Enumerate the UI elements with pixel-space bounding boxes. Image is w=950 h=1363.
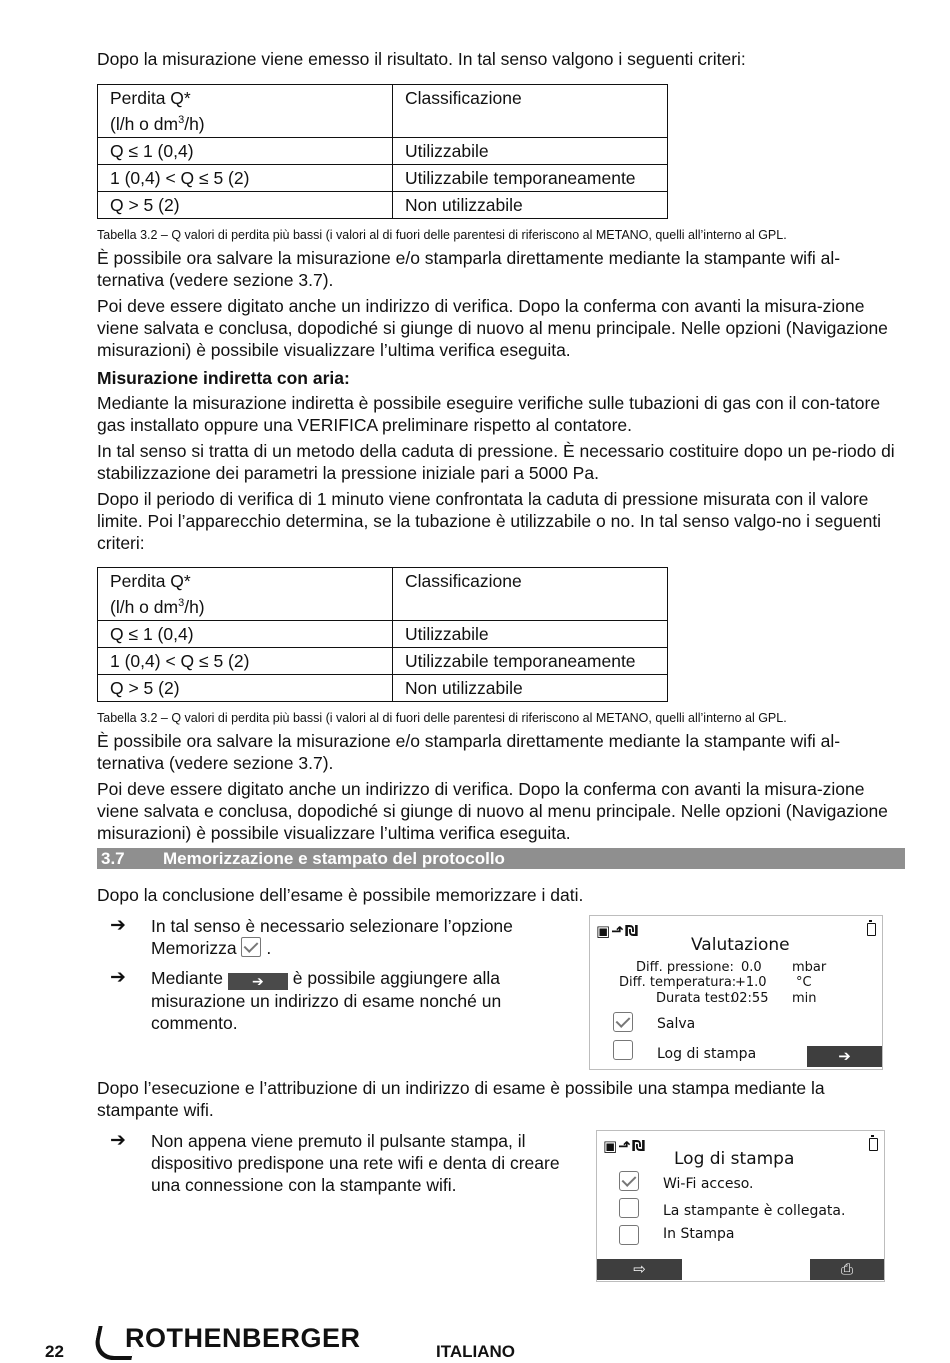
table-row bbox=[98, 192, 668, 219]
temperature-unit: °C bbox=[796, 975, 812, 990]
print-button[interactable]: ⎙ bbox=[810, 1259, 884, 1280]
print-log-label: Log di stampa bbox=[657, 1046, 757, 1062]
cell-q: 1 (0,4) < Q ≤ 5 (2) bbox=[98, 648, 393, 675]
pressure-unit: mbar bbox=[792, 960, 827, 975]
battery-icon bbox=[867, 923, 876, 936]
table-row bbox=[98, 138, 668, 165]
header-loss bbox=[98, 85, 393, 138]
page-number: 22 bbox=[45, 1342, 64, 1361]
next-button[interactable]: ➔ bbox=[807, 1046, 882, 1067]
indirect-paragraph-1: Mediante la misurazione indiretta è possibile eseguire verifiche sulle tubazioni di gas con il con-tatore gas installato oppure una VERIFICA preliminare rispetto al contatore. bbox=[97, 393, 881, 435]
screen-title: Log di stampa bbox=[674, 1149, 795, 1169]
exit-button[interactable]: ⇨ bbox=[597, 1259, 682, 1280]
header-classification: Classificazione bbox=[393, 568, 668, 621]
table-header-row bbox=[98, 568, 668, 621]
printer-connected-checkbox bbox=[619, 1198, 639, 1218]
save-label: Salva bbox=[657, 1016, 696, 1032]
cell-q: Q > 5 (2) bbox=[98, 192, 393, 219]
save-paragraph-1: È possibile ora salvare la misurazione e/o stamparla direttamente mediante la stampante wifi al-ternativa (vedere sezione 3.7). bbox=[97, 248, 841, 290]
pressure-label: Diff. pressione: bbox=[636, 960, 734, 975]
pressure-value: 0.0 bbox=[741, 960, 762, 975]
status-icons: ▣⬏₪ bbox=[603, 1137, 647, 1155]
screen-title: Valutazione bbox=[691, 935, 790, 955]
wifi-status-label: Wi-Fi acceso. bbox=[663, 1176, 754, 1192]
table-row bbox=[98, 648, 668, 675]
cell-class: Utilizzabile bbox=[393, 621, 668, 648]
table-row bbox=[98, 165, 668, 192]
header-loss-unit: (l/h o $dm^3/h$) bbox=[110, 114, 205, 134]
temperature-value: +1.0 bbox=[735, 975, 767, 990]
header-classification: Classificazione bbox=[393, 85, 668, 138]
cell-class: Non utilizzabile bbox=[393, 192, 668, 219]
intro-paragraph: Dopo la misurazione viene emesso il risultato. In tal senso valgono i seguenti criteri: bbox=[97, 49, 746, 69]
address-paragraph-2: Poi deve essere digitato anche un indirizzo di verifica. Dopo la conferma con avanti la misura-zione viene salvata e conclusa, dopodiché si giunge di nuovo al menu principale. Nelle opzioni (Navigazione misurazioni) è possibile visualizzare l’ultima verifica eseguita. bbox=[97, 779, 888, 843]
criteria-table-2 bbox=[97, 567, 668, 702]
cell-class: Utilizzabile temporaneamente bbox=[393, 648, 668, 675]
table-row bbox=[98, 621, 668, 648]
address-paragraph-1: Poi deve essere digitato anche un indirizzo di verifica. Dopo la conferma con avanti la misura-zione viene salvata e conclusa, dopodiché si giunge di nuovo al menu principale. Nelle opzioni (Navigazione misurazioni) è possibile visualizzare l’ultima verifica eseguita. bbox=[97, 296, 888, 360]
status-icons: ▣⬏₪ bbox=[596, 922, 640, 940]
conclusion-paragraph: Dopo la conclusione dell’esame è possibile memorizzare i dati. bbox=[97, 885, 584, 905]
indirect-heading: Misurazione indiretta con aria: bbox=[97, 368, 350, 388]
indirect-paragraph-3: Dopo il periodo di verifica di 1 minuto viene confrontata la caduta di pressione misurata con il valore limite. Poi l’apparecchio determina, se la tubazione è utilizzabile o no. In tal senso valgo-no i seguenti criteri: bbox=[97, 489, 882, 553]
wifi-status-checkbox bbox=[619, 1171, 639, 1191]
cell-q: Q ≤ 1 (0,4) bbox=[98, 621, 393, 648]
duration-value: 02:55 bbox=[731, 991, 769, 1006]
device-screen-print-log bbox=[596, 1130, 885, 1282]
print-log-checkbox[interactable] bbox=[613, 1040, 633, 1060]
section-number: 3.7 bbox=[101, 849, 125, 868]
temperature-label: Diff. temperatura: bbox=[619, 975, 737, 990]
duration-unit: min bbox=[792, 991, 817, 1006]
next-arrow-button-icon: ➔ bbox=[228, 973, 288, 990]
header-loss-line1: Perdita Q* bbox=[110, 571, 191, 591]
cell-class: Non utilizzabile bbox=[393, 675, 668, 702]
printing-label: In Stampa bbox=[663, 1226, 735, 1242]
device-screen-evaluation bbox=[589, 915, 883, 1070]
cell-q: Q > 5 (2) bbox=[98, 675, 393, 702]
indirect-paragraph-2: In tal senso si tratta di un metodo della caduta di pressione. È necessario costituire dopo un pe-riodo di stabilizzazione dei parametri la pressione iniziale pari a 5000 Pa. bbox=[97, 441, 895, 483]
table-row bbox=[98, 675, 668, 702]
section-heading bbox=[97, 848, 905, 869]
cell-class: Utilizzabile bbox=[393, 138, 668, 165]
printer-connected-label: La stampante è collegata. bbox=[663, 1203, 846, 1219]
language-label: ITALIANO bbox=[436, 1342, 516, 1361]
brand-name: ROTHENBERGER bbox=[125, 1323, 361, 1353]
bullet-text: Non appena viene premuto il pulsante stampa, il dispositivo predispone una rete wifi e denta di creare una connessione con la stampante wifi. bbox=[151, 1131, 560, 1195]
print-paragraph: Dopo l’esecuzione e l’attribuzione di un indirizzo di esame è possibile una stampa mediante la stampante wifi. bbox=[97, 1078, 825, 1120]
printing-checkbox bbox=[619, 1225, 639, 1245]
header-loss bbox=[98, 568, 393, 621]
criteria-table-1 bbox=[97, 84, 668, 219]
save-paragraph-2: È possibile ora salvare la misurazione e/o stamparla direttamente mediante la stampante wifi al-ternativa (vedere sezione 3.7). bbox=[97, 731, 841, 773]
section-title: Memorizzazione e stampato del protocollo bbox=[163, 849, 505, 868]
table-caption-1: Tabella 3.2 – Q valori di perdita più bassi (i valori al di fuori delle parentesi di riferiscono al METANO, quelli all’interno al GPL. bbox=[97, 228, 787, 242]
save-checkbox[interactable] bbox=[613, 1012, 633, 1032]
header-loss-unit: (l/h o $dm^3/h$) bbox=[110, 597, 205, 617]
cell-class: Utilizzabile temporaneamente bbox=[393, 165, 668, 192]
bullet-text: In tal senso è necessario selezionare l’opzione Memorizza . bbox=[151, 916, 513, 958]
bullet-text: Mediante ➔ è possibile aggiungere alla misurazione un indirizzo di esame nonché un commento. bbox=[151, 968, 502, 1033]
battery-icon bbox=[869, 1138, 878, 1151]
cell-q: Q ≤ 1 (0,4) bbox=[98, 138, 393, 165]
duration-label: Durata test: bbox=[656, 991, 735, 1006]
arrow-bullet-icon: ➔ bbox=[110, 1130, 126, 1151]
table-header-row bbox=[98, 85, 668, 138]
brand-logo bbox=[95, 1322, 361, 1360]
cell-q: 1 (0,4) < Q ≤ 5 (2) bbox=[98, 165, 393, 192]
header-loss-line1: Perdita Q* bbox=[110, 88, 191, 108]
table-caption-2: Tabella 3.2 – Q valori di perdita più bassi (i valori al di fuori delle parentesi di riferiscono al METANO, quelli all’interno al GPL. bbox=[97, 711, 787, 725]
checkbox-checked-icon bbox=[241, 937, 261, 957]
arrow-bullet-icon: ➔ bbox=[110, 967, 126, 988]
arrow-bullet-icon: ➔ bbox=[110, 915, 126, 936]
